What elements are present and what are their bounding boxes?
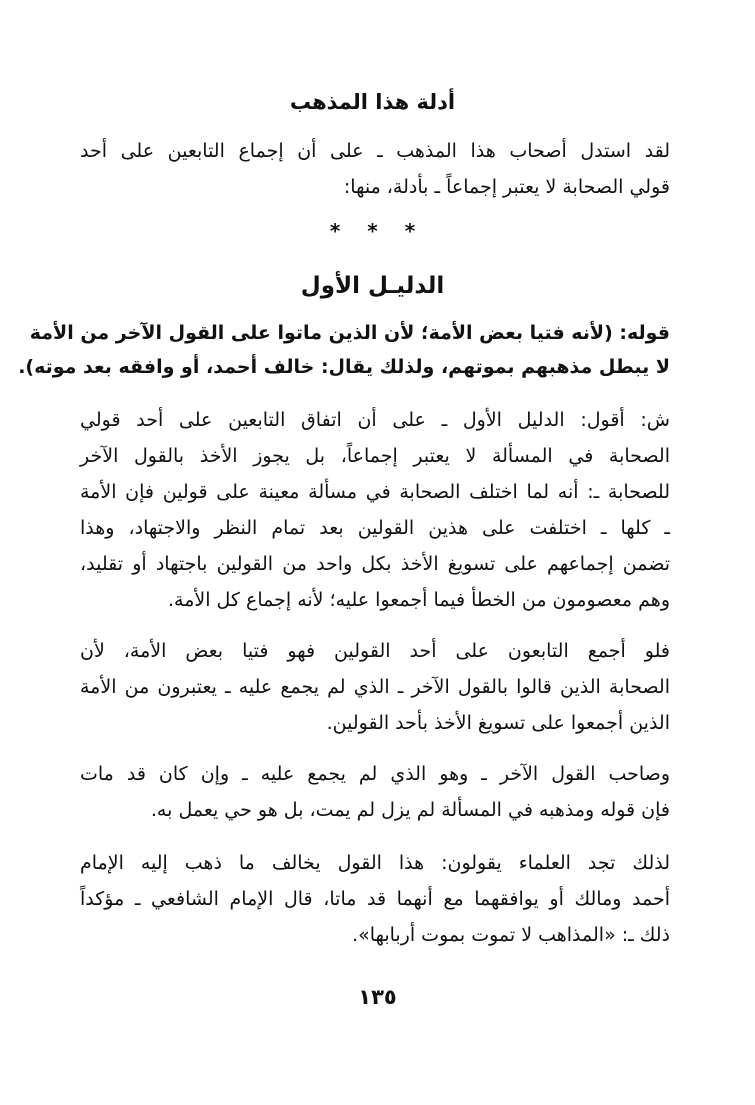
quote-line: قوله: (لأنه فتيا بعض الأمة؛ لأن الذين ماتوا على القول الآخر من الأمة <box>29 322 670 344</box>
paragraph-line: ذلك ـ: «المذاهب لا تموت بموت أربابها». <box>352 924 670 946</box>
paragraph-line: ـ كلها ـ اختلفت على هذين القولين بعد تمام النظر والاجتهاد، وهذا <box>80 517 670 539</box>
paragraph-line: الذين أجمعوا على تسويغ الأخذ بأحد القولين. <box>326 712 670 734</box>
paragraph-line: لذلك تجد العلماء يقولون: هذا القول يخالف ما ذهب إليه الإمام <box>80 852 670 874</box>
section-separator: * * * <box>329 219 426 243</box>
paragraph-line: الصحابة في المسألة لا يعتبر إجماعاً، بل يجوز الأخذ بالقول الآخر <box>80 445 670 467</box>
intro-line: قولي الصحابة لا يعتبر إجماعاً ـ بأدلة، منها: <box>343 176 670 198</box>
quote-line: لا يبطل مذهبهم بموتهم، ولذلك يقال: خالف أحمد، أو وافقه بعد موته). <box>18 356 670 378</box>
paragraph-line: ش: أقول: الدليل الأول ـ على أن اتفاق التابعين على أحد قولي <box>80 409 670 431</box>
paragraph-line: فلو أجمع التابعون على أحد القولين فهو فتيا بعض الأمة، لأن <box>80 640 670 662</box>
intro-line: لقد استدل أصحاب هذا المذهب ـ على أن إجماع التابعين على أحد <box>80 140 670 162</box>
page-number: ١٣٥ <box>358 985 397 1009</box>
paragraph-line: تضمن إجماعهم على تسويغ الأخذ بكل واحد من القولين باجتهاد أو تقليد، <box>80 553 670 575</box>
paragraph-line: الصحابة الذين قالوا بالقول الآخر ـ الذي لم يجمع عليه ـ يعتبرون من الأمة <box>80 676 670 698</box>
paragraph-line: وصاحب القول الآخر ـ وهو الذي لم يجمع عليه ـ وإن كان قد مات <box>80 763 670 785</box>
section-title: أدلة هذا المذهب <box>289 90 456 114</box>
paragraph-line: أحمد ومالك أو يوافقهما مع أنهما قد ماتا، قال الإمام الشافعي ـ مؤكداً <box>80 888 670 910</box>
paragraph-line: للصحابة ـ: أنه لما اختلف الصحابة في مسألة معينة على قولين فإن الأمة <box>80 481 670 503</box>
paragraph-line: فإن قوله ومذهبه في المسألة لم يزل لم يمت، بل هو حي يعمل به. <box>150 799 670 821</box>
paragraph-line: وهم معصومون من الخطأ فيما أجمعوا عليه؛ لأنه إجماع كل الأمة. <box>167 589 670 611</box>
proof-title: الدليـل الأول <box>300 273 445 299</box>
